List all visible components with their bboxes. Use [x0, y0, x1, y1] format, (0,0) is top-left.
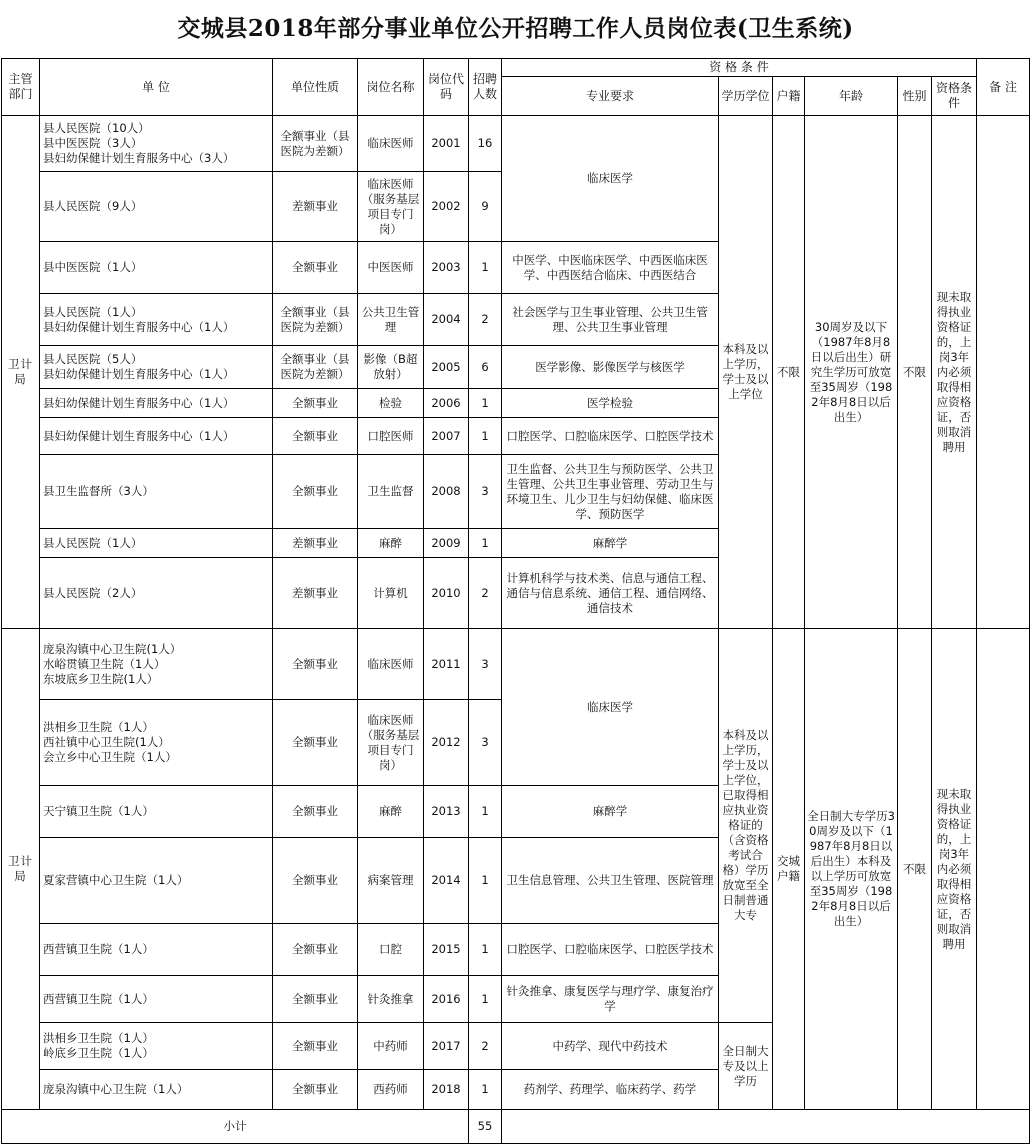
code-cell: 2009	[424, 529, 469, 558]
header-nature: 单位性质	[273, 59, 358, 116]
major-cell: 麻醉学	[502, 529, 719, 558]
count-cell: 2	[469, 1023, 502, 1070]
table-row	[2, 629, 1030, 700]
post-cell: 麻醉	[358, 529, 424, 558]
nature-cell: 全额事业	[273, 786, 358, 838]
code-cell: 2017	[424, 1023, 469, 1070]
unit-cell: 西营镇卫生院（1人）	[40, 976, 273, 1023]
major-cell: 口腔医学、口腔临床医学、口腔医学技术	[502, 418, 719, 455]
header-dept: 主管部门	[2, 59, 40, 116]
code-cell: 2001	[424, 116, 469, 172]
unit-cell: 县人民医院（5人） 县妇幼保健计划生育服务中心（1人）	[40, 346, 273, 389]
nature-cell: 全额事业	[273, 700, 358, 786]
nature-cell: 全额事业	[273, 389, 358, 418]
education-cell: 本科及以上学历，学士及以上学位，已取得相应执业资格证的（含资格考试合格）学历放宽至全日制普通大专	[719, 629, 773, 1023]
unit-cell: 夏家营镇中心卫生院（1人）	[40, 838, 273, 924]
major-cell: 针灸推拿、康复医学与理疗学、康复治疗学	[502, 976, 719, 1023]
nature-cell: 全额事业	[273, 924, 358, 976]
major-cell: 口腔医学、口腔临床医学、口腔医学技术	[502, 924, 719, 976]
nature-cell: 全额事业（县医院为差额）	[273, 346, 358, 389]
code-cell: 2013	[424, 786, 469, 838]
post-cell: 中医医师	[358, 242, 424, 294]
nature-cell: 全额事业	[273, 1070, 358, 1110]
nature-cell: 全额事业	[273, 976, 358, 1023]
unit-cell: 庞泉沟镇中心卫生院（1人）	[40, 1070, 273, 1110]
major-cell: 社会医学与卫生事业管理、公共卫生管理、公共卫生事业管理	[502, 294, 719, 346]
count-cell: 1	[469, 529, 502, 558]
count-cell: 1	[469, 924, 502, 976]
code-cell: 2010	[424, 558, 469, 629]
count-cell: 6	[469, 346, 502, 389]
total-label: 小计	[2, 1110, 469, 1144]
count-cell: 3	[469, 455, 502, 529]
nature-cell: 全额事业	[273, 418, 358, 455]
remark-cell	[977, 116, 1030, 629]
unit-cell: 洪相乡卫生院（1人） 岭底乡卫生院（1人）	[40, 1023, 273, 1070]
post-cell: 针灸推拿	[358, 976, 424, 1023]
code-cell: 2012	[424, 700, 469, 786]
count-cell: 1	[469, 418, 502, 455]
education-cell: 全日制大专及以上学历	[719, 1023, 773, 1110]
nature-cell: 差额事业	[273, 529, 358, 558]
post-cell: 中药师	[358, 1023, 424, 1070]
major-cell: 药剂学、药理学、临床药学、药学	[502, 1070, 719, 1110]
major-cell: 中医学、中医临床医学、中西医临床医学、中西医结合临床、中西医结合	[502, 242, 719, 294]
count-cell: 3	[469, 700, 502, 786]
code-cell: 2004	[424, 294, 469, 346]
age-cell: 全日制大专学历30周岁及以下（1987年8月8日以后出生）本科及以上学历可放宽至35周岁（1982年8月8日以后出生）	[805, 629, 898, 1110]
header-unit: 单 位	[40, 59, 273, 116]
post-cell: 临床医师	[358, 116, 424, 172]
unit-cell: 县人民医院（1人）	[40, 529, 273, 558]
code-cell: 2006	[424, 389, 469, 418]
count-cell: 1	[469, 786, 502, 838]
major-cell: 麻醉学	[502, 786, 719, 838]
count-cell: 2	[469, 294, 502, 346]
header-remark: 备 注	[977, 59, 1030, 116]
unit-cell: 县中医医院（1人）	[40, 242, 273, 294]
major-cell: 临床医学	[502, 629, 719, 786]
post-cell: 病案管理	[358, 838, 424, 924]
unit-cell: 县卫生监督所（3人）	[40, 455, 273, 529]
post-cell: 口腔医师	[358, 418, 424, 455]
major-cell: 卫生信息管理、公共卫生管理、医院管理	[502, 838, 719, 924]
header-education: 学历学位	[719, 77, 773, 116]
count-cell: 1	[469, 976, 502, 1023]
huji-cell: 不限	[773, 116, 805, 629]
remark-cell	[977, 629, 1030, 1110]
header-huji: 户籍	[773, 77, 805, 116]
code-cell: 2014	[424, 838, 469, 924]
count-cell: 2	[469, 558, 502, 629]
code-cell: 2008	[424, 455, 469, 529]
total-value: 55	[469, 1110, 502, 1144]
unit-cell: 庞泉沟镇中心卫生院(1人） 水峪贯镇卫生院（1人） 东坡底乡卫生院(1人）	[40, 629, 273, 700]
header-post-code: 岗位代码	[424, 59, 469, 116]
major-cell: 医学影像、影像医学与核医学	[502, 346, 719, 389]
header-age: 年龄	[805, 77, 898, 116]
major-cell: 临床医学	[502, 116, 719, 242]
unit-cell: 县人民医院（10人） 县中医医院（3人） 县妇幼保健计划生育服务中心（3人）	[40, 116, 273, 172]
nature-cell: 全额事业（县医院为差额）	[273, 294, 358, 346]
code-cell: 2016	[424, 976, 469, 1023]
post-cell: 计算机	[358, 558, 424, 629]
unit-cell: 西营镇卫生院（1人）	[40, 924, 273, 976]
code-cell: 2002	[424, 172, 469, 242]
post-cell: 西药师	[358, 1070, 424, 1110]
count-cell: 1	[469, 389, 502, 418]
code-cell: 2007	[424, 418, 469, 455]
gender-cell: 不限	[898, 116, 932, 629]
nature-cell: 差额事业	[273, 558, 358, 629]
total-empty	[502, 1110, 1030, 1144]
header-post-name: 岗位名称	[358, 59, 424, 116]
code-cell: 2018	[424, 1070, 469, 1110]
major-cell: 卫生监督、公共卫生与预防医学、公共卫生管理、公共卫生事业管理、劳动卫生与环境卫生、儿少卫生与妇幼保健、临床医学、预防医学	[502, 455, 719, 529]
code-cell: 2015	[424, 924, 469, 976]
gender-cell: 不限	[898, 629, 932, 1110]
dept-cell: 卫计局	[2, 629, 40, 1110]
count-cell: 1	[469, 242, 502, 294]
table-row	[2, 116, 1030, 172]
age-cell: 30周岁及以下（1987年8月8日以后出生）研究生学历可放宽至35周岁（1982年8月8日以后出生）	[805, 116, 898, 629]
unit-cell: 县人民医院（1人） 县妇幼保健计划生育服务中心（1人）	[40, 294, 273, 346]
count-cell: 1	[469, 1070, 502, 1110]
major-cell: 医学检验	[502, 389, 719, 418]
header-count: 招聘人数	[469, 59, 502, 116]
post-cell: 公共卫生管理	[358, 294, 424, 346]
nature-cell: 全额事业	[273, 242, 358, 294]
code-cell: 2003	[424, 242, 469, 294]
post-cell: 临床医师（服务基层项目专门岗）	[358, 700, 424, 786]
header-qual-cond: 资格条件	[932, 77, 977, 116]
unit-cell: 县妇幼保健计划生育服务中心（1人）	[40, 389, 273, 418]
post-cell: 麻醉	[358, 786, 424, 838]
code-cell: 2005	[424, 346, 469, 389]
unit-cell: 洪相乡卫生院（1人） 西社镇中心卫生院(1人） 会立乡中心卫生院（1人）	[40, 700, 273, 786]
header-qualifications: 资 格 条 件	[502, 59, 977, 77]
nature-cell: 全额事业（县医院为差额）	[273, 116, 358, 172]
major-cell: 计算机科学与技术类、信息与通信工程、通信与信息系统、通信工程、通信网络、通信技术	[502, 558, 719, 629]
unit-cell: 天宁镇卫生院（1人）	[40, 786, 273, 838]
unit-cell: 县人民医院（9人）	[40, 172, 273, 242]
header-major: 专业要求	[502, 77, 719, 116]
count-cell: 3	[469, 629, 502, 700]
post-cell: 卫生监督	[358, 455, 424, 529]
unit-cell: 县人民医院（2人）	[40, 558, 273, 629]
count-cell: 9	[469, 172, 502, 242]
nature-cell: 全额事业	[273, 455, 358, 529]
post-cell: 影像（B超放射）	[358, 346, 424, 389]
nature-cell: 差额事业	[273, 172, 358, 242]
page-title: 交城县2018年部分事业单位公开招聘工作人员岗位表(卫生系统)	[177, 15, 854, 42]
code-cell: 2011	[424, 629, 469, 700]
education-cell: 本科及以上学历，学士及以上学位	[719, 116, 773, 629]
qual-cond-cell: 现未取得执业资格证的，上岗3年内必须取得相应资格证，否则取消聘用	[932, 116, 977, 629]
post-cell: 临床医师（服务基层项目专门岗）	[358, 172, 424, 242]
nature-cell: 全额事业	[273, 629, 358, 700]
post-cell: 临床医师	[358, 629, 424, 700]
total-row	[2, 1110, 1030, 1144]
huji-cell: 交城户籍	[773, 629, 805, 1110]
major-cell: 中药学、现代中药技术	[502, 1023, 719, 1070]
header-gender: 性别	[898, 77, 932, 116]
post-cell: 检验	[358, 389, 424, 418]
unit-cell: 县妇幼保健计划生育服务中心（1人）	[40, 418, 273, 455]
dept-cell: 卫计局	[2, 116, 40, 629]
nature-cell: 全额事业	[273, 1023, 358, 1070]
post-cell: 口腔	[358, 924, 424, 976]
count-cell: 16	[469, 116, 502, 172]
qual-cond-cell: 现未取得执业资格证的，上岗3年内必须取得相应资格证，否则取消聘用	[932, 629, 977, 1110]
count-cell: 1	[469, 838, 502, 924]
recruitment-table	[1, 58, 1030, 1144]
nature-cell: 全额事业	[273, 838, 358, 924]
